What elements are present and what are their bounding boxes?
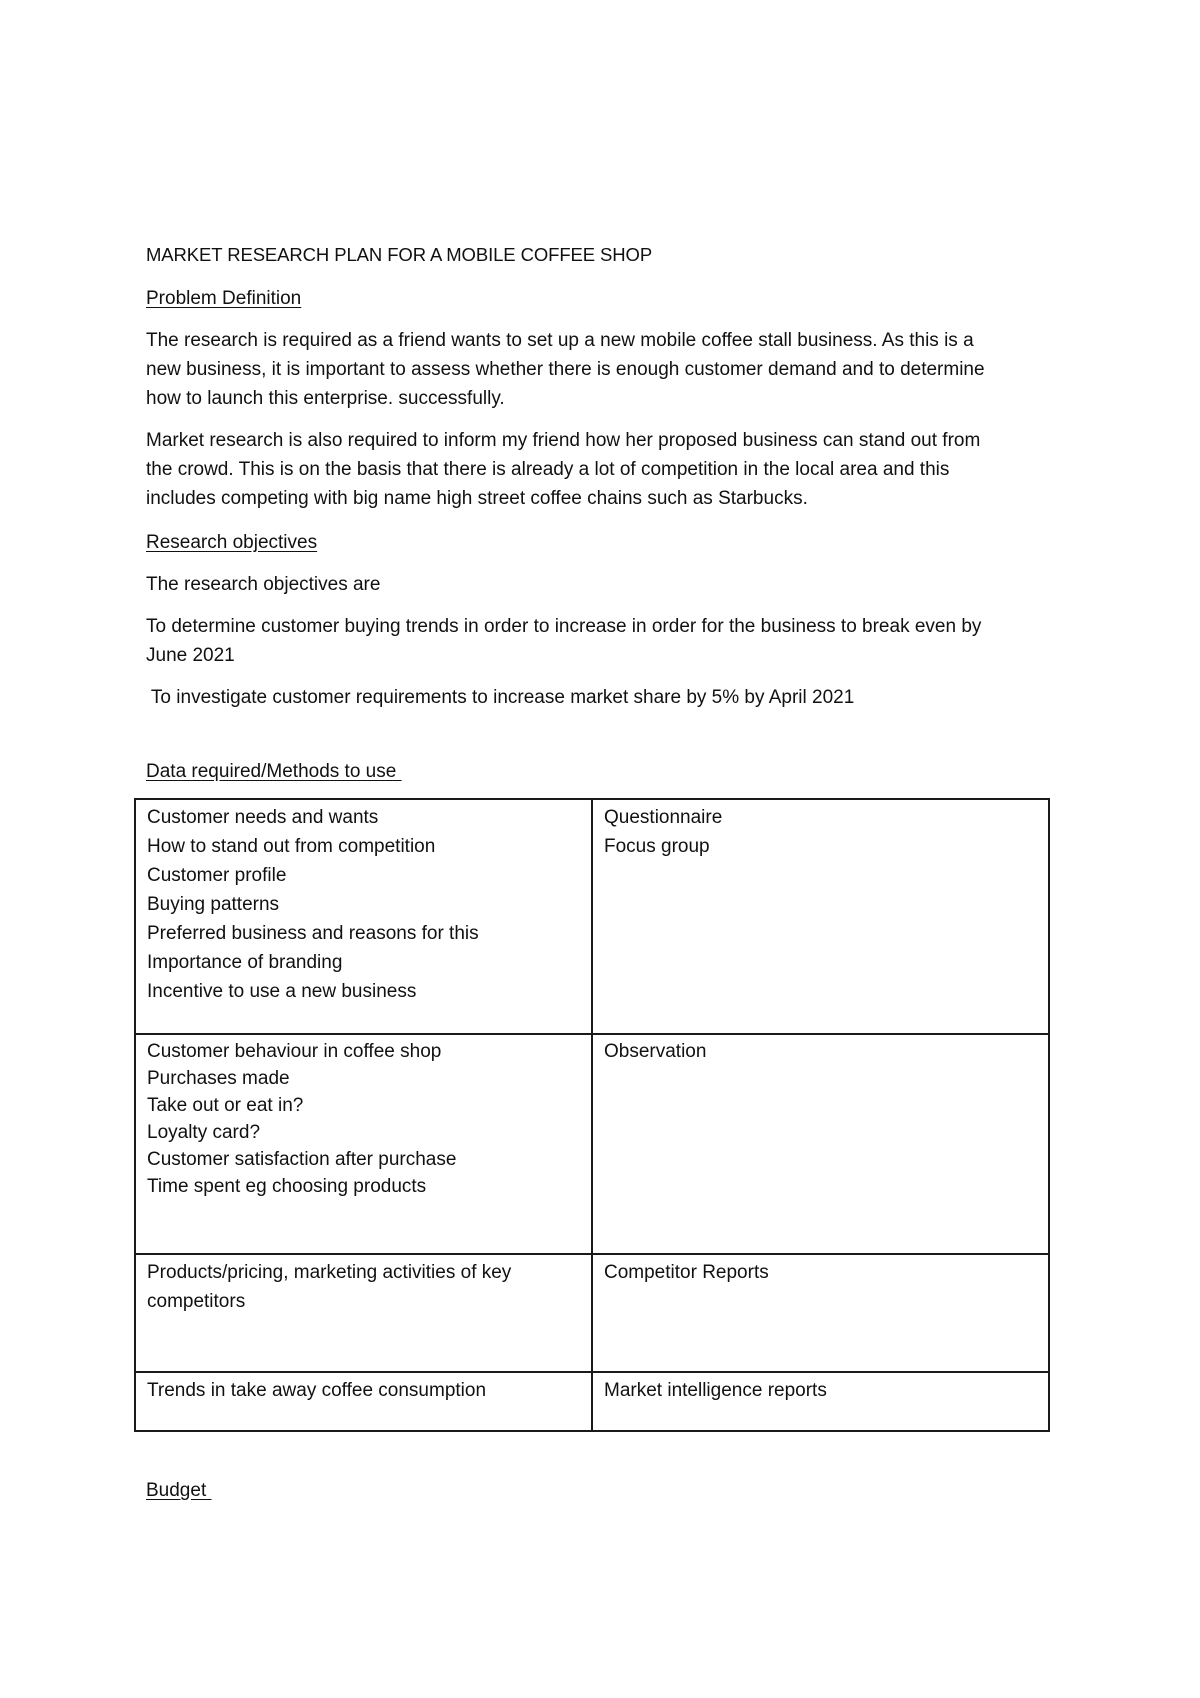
problem-definition-heading: Problem Definition bbox=[146, 288, 302, 309]
cell-line: Customer profile bbox=[147, 865, 287, 886]
text-line: To determine customer buying trends in order to increase in order for the business to break even by bbox=[146, 616, 982, 637]
text-line: The research is required as a friend wants to set up a new mobile coffee stall business. As this is a bbox=[146, 330, 974, 351]
cell-line: Take out or eat in? bbox=[147, 1095, 304, 1116]
data-required-cell bbox=[135, 1372, 592, 1431]
objective-1 bbox=[146, 612, 1056, 670]
table-row bbox=[135, 1372, 1049, 1431]
method-cell bbox=[592, 1254, 1049, 1372]
text-line: includes competing with big name high street coffee chains such as Starbucks. bbox=[146, 488, 808, 509]
cell-line: Questionnaire bbox=[604, 807, 723, 828]
data-required-cell bbox=[135, 799, 592, 1034]
text-line: how to launch this enterprise. successfully. bbox=[146, 388, 505, 409]
text-line: new business, it is important to assess whether there is enough customer demand and to determine bbox=[146, 359, 985, 380]
cell-line: Observation bbox=[604, 1041, 707, 1062]
cell-line: Customer needs and wants bbox=[147, 807, 379, 828]
objectives-intro: The research objectives are bbox=[146, 574, 381, 595]
table-row bbox=[135, 799, 1049, 1034]
text-line: June 2021 bbox=[146, 645, 235, 666]
cell-line: Market intelligence reports bbox=[604, 1380, 827, 1401]
cell-line: Incentive to use a new business bbox=[147, 981, 417, 1002]
budget-heading: Budget bbox=[146, 1480, 212, 1501]
text-line: the crowd. This is on the basis that there is already a lot of competition in the local area and this bbox=[146, 459, 950, 480]
cell-line: Trends in take away coffee consumption bbox=[147, 1380, 487, 1401]
objective-2: To investigate customer requirements to increase market share by 5% by April 2021 bbox=[146, 687, 855, 708]
data-required-cell bbox=[135, 1254, 592, 1372]
text-line: Market research is also required to inform my friend how her proposed business can stand out from bbox=[146, 430, 981, 451]
cell-line: Customer satisfaction after purchase bbox=[147, 1149, 457, 1170]
method-cell bbox=[592, 1372, 1049, 1431]
cell-line: Loyalty card? bbox=[147, 1122, 261, 1143]
problem-paragraph-2 bbox=[146, 426, 1056, 513]
cell-line: Customer behaviour in coffee shop bbox=[147, 1041, 442, 1062]
cell-line: Preferred business and reasons for this bbox=[147, 923, 479, 944]
method-cell bbox=[592, 1034, 1049, 1254]
cell-line: Focus group bbox=[604, 836, 710, 857]
methods-heading: Data required/Methods to use bbox=[146, 761, 402, 782]
method-cell bbox=[592, 799, 1049, 1034]
document-title: MARKET RESEARCH PLAN FOR A MOBILE COFFEE SHOP bbox=[146, 244, 653, 265]
table-row bbox=[135, 1034, 1049, 1254]
cell-line: Competitor Reports bbox=[604, 1262, 769, 1283]
data-required-cell bbox=[135, 1034, 592, 1254]
cell-line: Importance of branding bbox=[147, 952, 343, 973]
problem-paragraph-1 bbox=[146, 326, 1056, 413]
cell-line: Time spent eg choosing products bbox=[147, 1176, 427, 1197]
cell-line: Buying patterns bbox=[147, 894, 280, 915]
research-objectives-heading: Research objectives bbox=[146, 532, 318, 553]
cell-line: Purchases made bbox=[147, 1068, 290, 1089]
methods-table bbox=[134, 798, 1050, 1432]
cell-line: Products/pricing, marketing activities of key bbox=[147, 1262, 512, 1283]
document-body bbox=[146, 240, 1056, 1505]
cell-line: competitors bbox=[147, 1291, 246, 1312]
table-row bbox=[135, 1254, 1049, 1372]
cell-line: How to stand out from competition bbox=[147, 836, 436, 857]
